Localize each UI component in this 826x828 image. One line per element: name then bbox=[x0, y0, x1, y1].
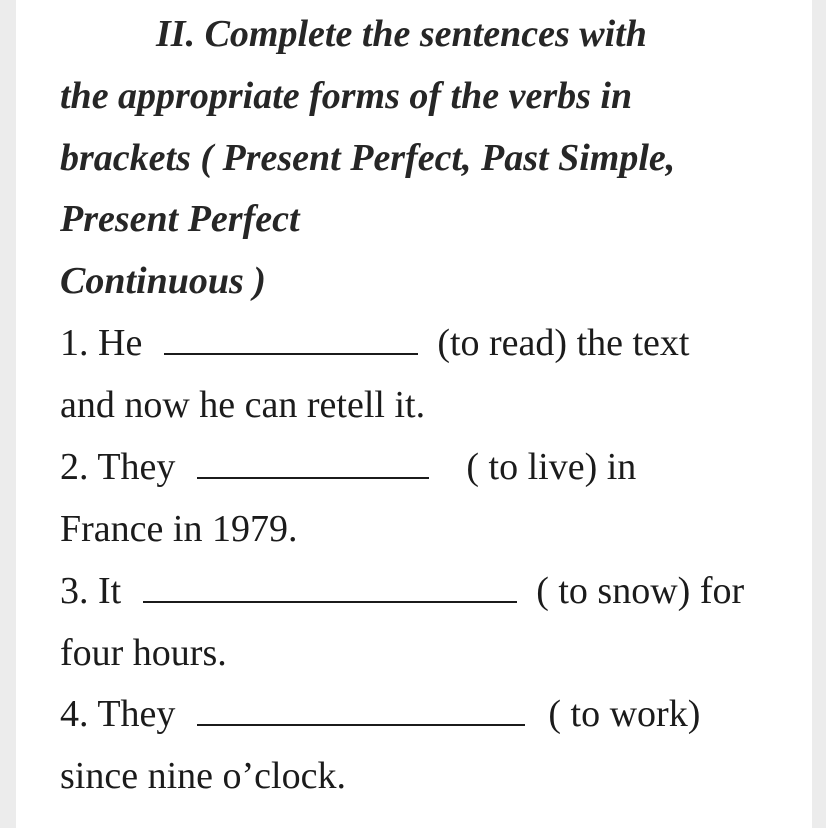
item-3-verb-hint: ( to snow) for bbox=[536, 570, 745, 612]
right-margin bbox=[812, 0, 826, 828]
item-4-lead: 4. They bbox=[60, 693, 176, 735]
exercise-item-3 bbox=[60, 569, 744, 613]
item-1-answer-blank[interactable] bbox=[164, 323, 418, 355]
item-1-lead: 1. He bbox=[60, 322, 143, 364]
item-3-answer-blank[interactable] bbox=[143, 571, 517, 603]
item-2-verb-hint: ( to live) in bbox=[466, 446, 637, 488]
instruction-heading-line-3: brackets ( Present Perfect, Past Simple, bbox=[60, 137, 676, 179]
instruction-heading-line-1: II. Complete the sentences with bbox=[156, 13, 647, 55]
exercise-item-1-continuation: and now he can retell it. bbox=[60, 384, 426, 426]
exercise-item-4 bbox=[60, 692, 700, 736]
exercise-item-4-continuation: since nine o’clock. bbox=[60, 755, 346, 797]
exercise-item-2-continuation: France in 1979. bbox=[60, 508, 298, 550]
item-1-verb-hint: (to read) the text bbox=[437, 322, 690, 364]
left-margin bbox=[0, 0, 16, 828]
exercise-item-1 bbox=[60, 321, 689, 365]
item-4-verb-hint: ( to work) bbox=[548, 693, 701, 735]
item-4-answer-blank[interactable] bbox=[197, 694, 525, 726]
item-3-lead: 3. It bbox=[60, 570, 122, 612]
worksheet-page bbox=[16, 0, 812, 828]
exercise-item-3-continuation: four hours. bbox=[60, 632, 227, 674]
instruction-heading-line-2: the appropriate forms of the verbs in bbox=[60, 75, 633, 117]
instruction-heading-line-4: Present Perfect bbox=[60, 198, 300, 240]
item-2-lead: 2. They bbox=[60, 446, 176, 488]
exercise-item-2 bbox=[60, 445, 636, 489]
item-2-answer-blank[interactable] bbox=[197, 447, 429, 479]
instruction-heading-line-5: Continuous ) bbox=[60, 260, 266, 302]
